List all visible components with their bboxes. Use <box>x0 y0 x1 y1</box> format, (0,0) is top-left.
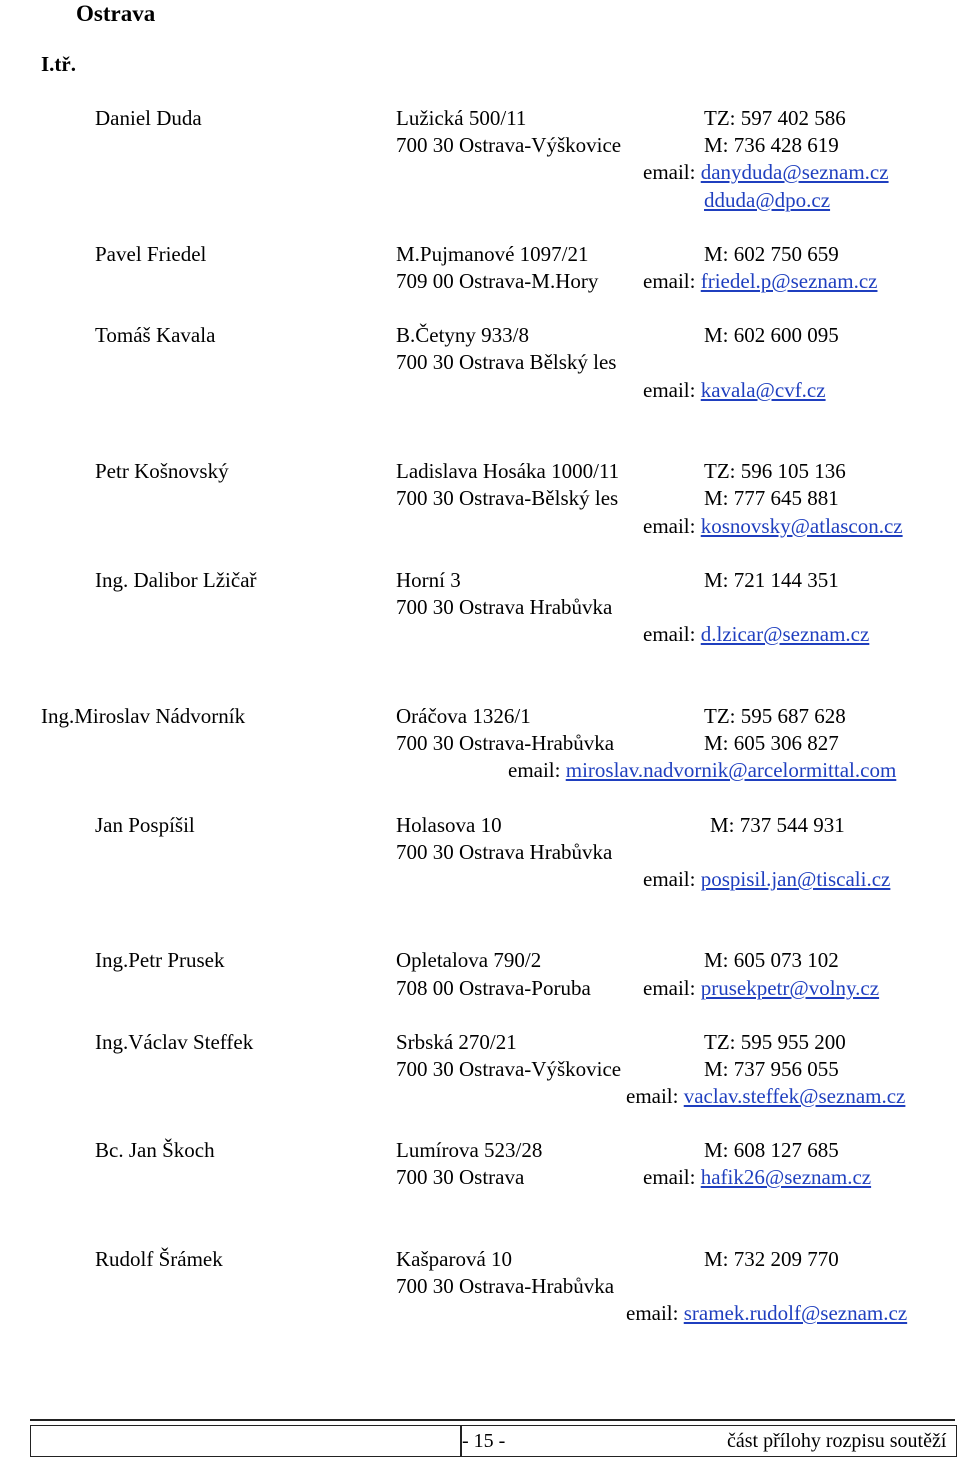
contact-phone: TZ: 595 955 200 <box>704 1030 846 1054</box>
email-link[interactable]: kosnovsky@atlascon.cz <box>700 514 903 538</box>
contact-mobile: M: 736 428 619 <box>704 133 839 157</box>
contact-street: Ladislava Hosáka 1000/11 <box>396 459 620 483</box>
contact-street: Horní 3 <box>396 568 461 592</box>
contact-street: Lužická 500/11 <box>396 106 527 130</box>
email-link[interactable]: hafik26@seznam.cz <box>700 1165 872 1189</box>
email-link[interactable]: prusekpetr@volny.cz <box>700 976 880 1000</box>
email-link[interactable]: kavala@cvf.cz <box>700 378 826 402</box>
contact-city: 708 00 Ostrava-Poruba <box>396 976 591 1000</box>
contact-city: 700 30 Ostrava Hrabůvka <box>396 840 613 864</box>
contact-city: 700 30 Ostrava-Hrabůvka <box>396 731 615 755</box>
contact-phone: TZ: 596 105 136 <box>704 459 846 483</box>
contact-email-row: email: vaclav.steffek@seznam.cz <box>626 1084 906 1108</box>
footer-divider <box>30 1419 955 1421</box>
contact-email-row: email: prusekpetr@volny.cz <box>643 976 880 1000</box>
contact-email-row: email: friedel.p@seznam.cz <box>643 269 878 293</box>
contact-mobile: M: 721 144 351 <box>704 568 839 592</box>
contact-street: B.Četyny 933/8 <box>396 323 530 347</box>
email-link[interactable]: friedel.p@seznam.cz <box>700 269 878 293</box>
contact-city: 700 30 Ostrava Bělský les <box>396 350 617 374</box>
contact-name: Ing.Petr Prusek <box>95 948 225 972</box>
contact-street: Kašparová 10 <box>396 1247 513 1271</box>
contact-mobile: M: 608 127 685 <box>704 1138 839 1162</box>
contact-name: Rudolf Šrámek <box>95 1247 223 1271</box>
contact-city: 700 30 Ostrava-Výškovice <box>396 133 622 157</box>
contact-name: Ing.Miroslav Nádvorník <box>41 704 246 728</box>
contact-street: Holasova 10 <box>396 813 502 837</box>
contact-name: Jan Pospíšil <box>95 813 195 837</box>
contact-name: Bc. Jan Škoch <box>95 1138 215 1162</box>
contact-phone: TZ: 595 687 628 <box>704 704 846 728</box>
email-link[interactable]: dduda@dpo.cz <box>704 188 831 212</box>
contact-name: Petr Košnovský <box>95 459 229 483</box>
contact-street: Lumírova 523/28 <box>396 1138 543 1162</box>
contact-email-row: email: miroslav.nadvornik@arcelormittal.com <box>508 758 897 782</box>
contact-phone: TZ: 597 402 586 <box>704 106 846 130</box>
contact-mobile: M: 602 750 659 <box>704 242 839 266</box>
contact-city: 700 30 Ostrava <box>396 1165 525 1189</box>
contact-mobile: M: 602 600 095 <box>704 323 839 347</box>
contact-email-row <box>704 188 830 212</box>
page-number: - 15 - <box>462 1430 506 1452</box>
email-link[interactable]: danyduda@seznam.cz <box>700 160 889 184</box>
contact-city: 700 30 Ostrava-Bělský les <box>396 486 619 510</box>
contact-email-row: email: hafik26@seznam.cz <box>643 1165 872 1189</box>
contact-name: Daniel Duda <box>95 106 202 130</box>
contact-name: Ing. Dalibor Lžičař <box>95 568 257 592</box>
contact-email-row: email: kavala@cvf.cz <box>643 378 826 402</box>
contact-mobile: M: 605 073 102 <box>704 948 839 972</box>
contact-street: Srbská 270/21 <box>396 1030 517 1054</box>
contact-city: 700 30 Ostrava-Výškovice <box>396 1057 622 1081</box>
contact-mobile: M: 737 544 931 <box>710 813 845 837</box>
contact-mobile: M: 732 209 770 <box>704 1247 839 1271</box>
email-link[interactable]: pospisil.jan@tiscali.cz <box>700 867 891 891</box>
contact-city: 709 00 Ostrava-M.Hory <box>396 269 599 293</box>
contact-street: Opletalova 790/2 <box>396 948 542 972</box>
class-heading: I.tř. <box>41 52 76 76</box>
contact-name: Pavel Friedel <box>95 242 207 266</box>
contact-mobile: M: 777 645 881 <box>704 486 839 510</box>
email-link[interactable]: miroslav.nadvornik@arcelormittal.com <box>565 758 897 782</box>
city-heading: Ostrava <box>76 1 156 26</box>
contact-email-row: email: danyduda@seznam.cz <box>643 160 889 184</box>
contact-city: 700 30 Ostrava-Hrabůvka <box>396 1274 615 1298</box>
contact-street: Oráčova 1326/1 <box>396 704 531 728</box>
footer-document-title: část přílohy rozpisu soutěží <box>727 1430 947 1452</box>
contact-name: Tomáš Kavala <box>95 323 216 347</box>
contact-mobile: M: 605 306 827 <box>704 731 839 755</box>
contact-email-row: email: pospisil.jan@tiscali.cz <box>643 867 891 891</box>
footer-cell <box>30 1425 462 1457</box>
contact-mobile: M: 737 956 055 <box>704 1057 839 1081</box>
contact-name: Ing.Václav Steffek <box>95 1030 254 1054</box>
email-link[interactable]: sramek.rudolf@seznam.cz <box>683 1301 908 1325</box>
email-link[interactable]: vaclav.steffek@seznam.cz <box>683 1084 906 1108</box>
email-link[interactable]: d.lzicar@seznam.cz <box>700 622 870 646</box>
contact-email-row: email: sramek.rudolf@seznam.cz <box>626 1301 908 1325</box>
contact-city: 700 30 Ostrava Hrabůvka <box>396 595 613 619</box>
contact-street: M.Pujmanové 1097/21 <box>396 242 589 266</box>
contact-email-row: email: d.lzicar@seznam.cz <box>643 622 870 646</box>
contact-email-row: email: kosnovsky@atlascon.cz <box>643 514 903 538</box>
